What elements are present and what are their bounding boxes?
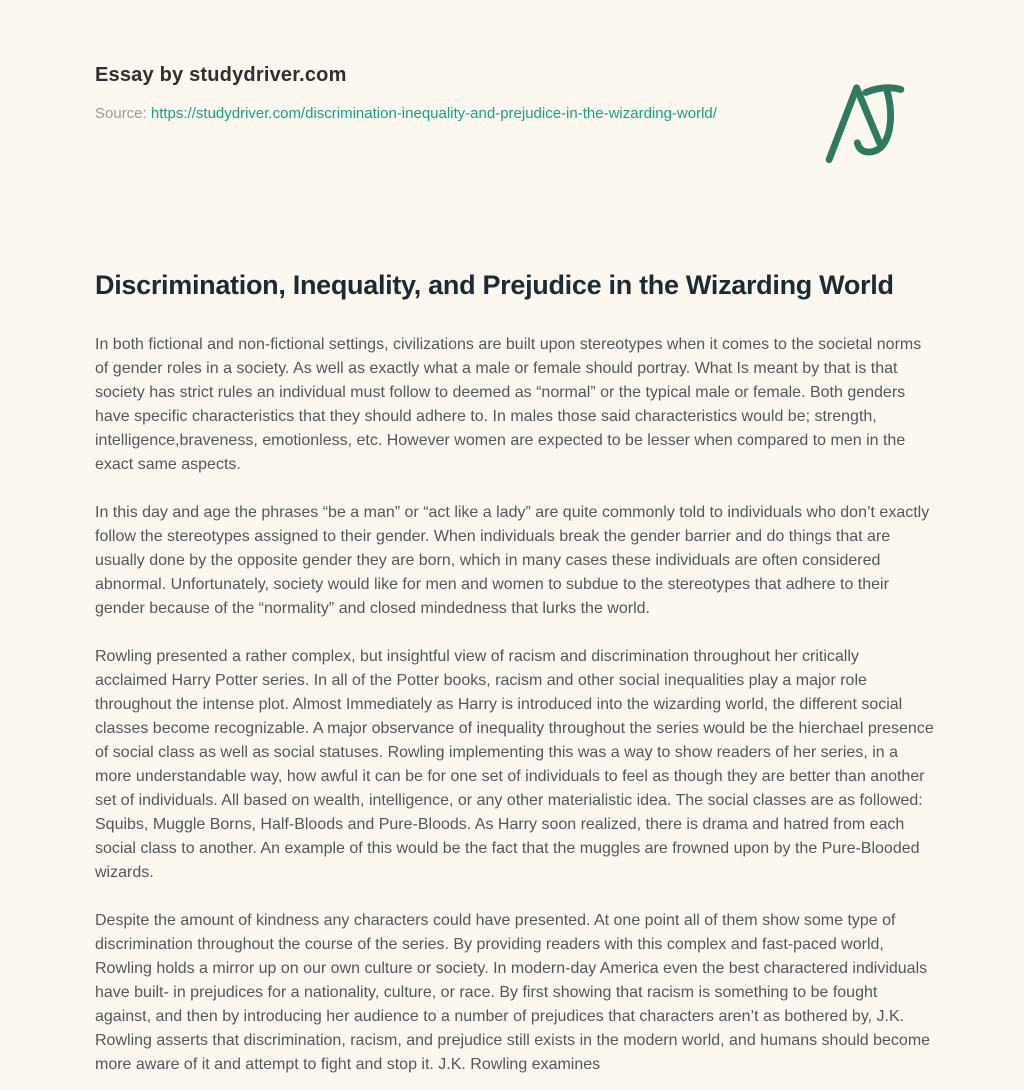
header-text (95, 64, 717, 125)
essay-body (95, 333, 935, 1077)
studydriver-logo-icon (823, 80, 907, 166)
essay-paragraph-3: Rowling presented a rather complex, but insightful view of racism and discrimination throughout her critically acclaimed Harry Potter series. In all of the Potter books, racism and other social inequalities play a major role throughout the intense plot. Almost Immediately as Harry is introduced into the wizarding world, the different social classes become recognizable. A major observance of inequality throughout the series would be the hierchael presence of social class as well as social statuses. Rowling implementing this was a way to show readers of her series, in a more understandable way, how awful it can be for one set of individuals to feel as though they are better than another set of individuals. All based on wealth, intelligence, or any other materialistic idea. The social classes are as followed: Squibs, Muggle Borns, Half-Bloods and Pure-Bloods. As Harry soon realized, there is drama and hatred from each social class to another. An example of this would be the fact that the muggles are frowned upon by the Pure-Blooded wizards. (95, 648, 934, 881)
page-header (95, 64, 935, 166)
byline: Essay by studydriver.com (95, 64, 347, 86)
essay-title: Discrimination, Inequality, and Prejudice in the Wizarding World (95, 270, 894, 300)
essay-paragraph-4: Despite the amount of kindness any characters could have presented. At one point all of them show some type of discrimination throughout the course of the series. By providing readers with this complex and fast-paced world, Rowling holds a mirror up on our own culture or society. In modern-day America even the best charactered individuals have built- in prejudices for a nationality, culture, or race. By first showing that racism is something to be fought against, and then by introducing her audience to a number of prejudices that characters aren’t as bothered by, J.K. Rowling asserts that discrimination, racism, and prejudice still exists in the modern world, and humans should become more aware of it and attempt to fight and stop it. J.K. Rowling examines (95, 912, 931, 1073)
source-line (95, 103, 717, 125)
source-label: Source: (95, 105, 147, 122)
essay-paragraph-2: In this day and age the phrases “be a man” or “act like a lady” are quite commonly told to individuals who don’t exactly follow the stereotypes assigned to their gender. When individuals break the gender barrier and do things that are usually done by the opposite gender they are born, which in many cases these individuals are often considered abnormal. Unfortunately, society would like for men and women to subdue to the stereotypes that adhere to their gender because of the “normality” and closed mindedness that lurks the world. (95, 504, 930, 617)
essay-paragraph-1: In both fictional and non-fictional settings, civilizations are built upon stereotypes when it comes to the societal norms of gender roles in a society. As well as exactly what a male or female should portray. What Is meant by that is that society has strict rules an individual must follow to deemed as “normal” or the typical male or female. Both genders have specific characteristics that they should adhere to. In males those said characteristics would be; strength, intelligence,braveness, emotionless, etc. However women are expected to be lesser when compared to men in the exact same aspects. (95, 336, 922, 473)
source-url-link[interactable]: https://studydriver.com/discrimination-inequality-and-prejudice-in-the-wizarding-world/ (150, 105, 717, 122)
